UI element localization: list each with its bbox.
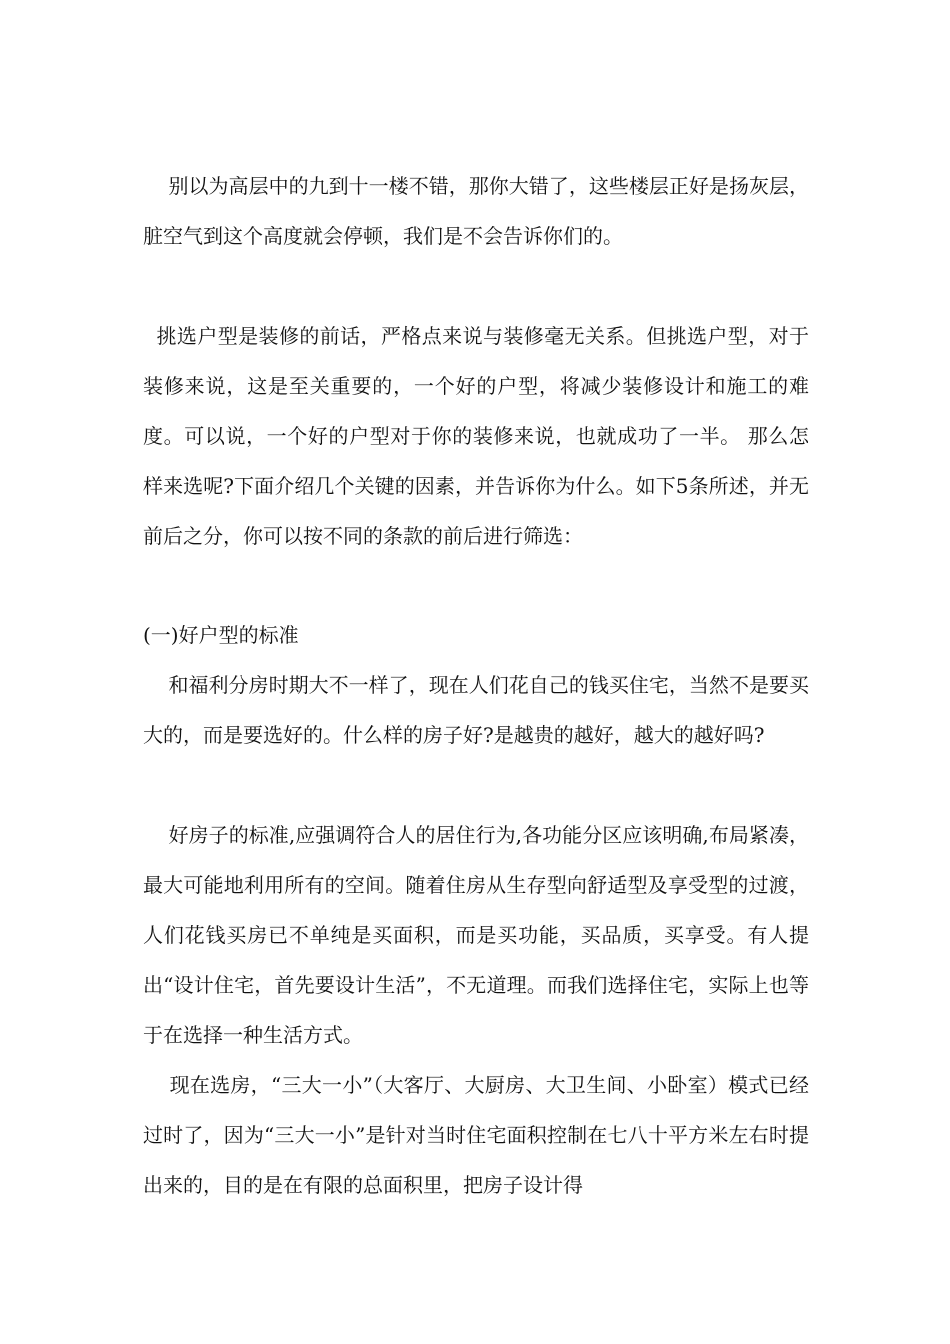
paragraph-welfare-housing: 和福利分房时期大不一样了，现在人们花自己的钱买住宅，当然不是要买大的，而是要选好的。什么样的房子好?是越贵的越好，越大的越好吗? bbox=[143, 673, 809, 747]
paragraph-good-house-standard: 好房子的标准,应强调符合人的居住行为,各功能分区应该明确,布局紧凑，最大可能地利用所有的空间。随着住房从生存型向舒适型及享受型的过渡，人们花钱买房已不单纯是买面积，而是买功能，买品质，买享受。有人提出“设计住宅，首先要设计生活”，不无道理。而我们选择住宅，实际上也等于在选择一种生活方式。 bbox=[143, 823, 809, 1047]
section-heading-good-layout: (一)好户型的标准 bbox=[143, 623, 299, 647]
paragraph-dust-layer: 别以为高层中的九到十一楼不错，那你大错了，这些楼层正好是扬灰层，脏空气到这个高度就会停顿，我们是不会告诉你们的。 bbox=[143, 174, 809, 248]
paragraph-choose-layout: 挑选户型是装修的前话，严格点来说与装修毫无关系。但挑选户型，对于装修来说，这是至关重要的，一个好的户型，将减少装修设计和施工的难度。可以说，一个好的户型对于你的装修来说，也就成功了一半。 那么怎样来选呢?下面介绍几个关键的因素，并告诉你为什么。如下5条所述，并无前后之分，你可以按不同的条款的前后进行筛选： bbox=[143, 324, 810, 548]
paragraph-three-big-one-small: 现在选房，“三大一小”（大客厅、大厨房、大卫生间、小卧室）模式已经过时了，因为“三大一小”是针对当时住宅面积控制在七八十平方米左右时提出来的，目的是在有限的总面积里，把房子设计得 bbox=[143, 1073, 809, 1197]
